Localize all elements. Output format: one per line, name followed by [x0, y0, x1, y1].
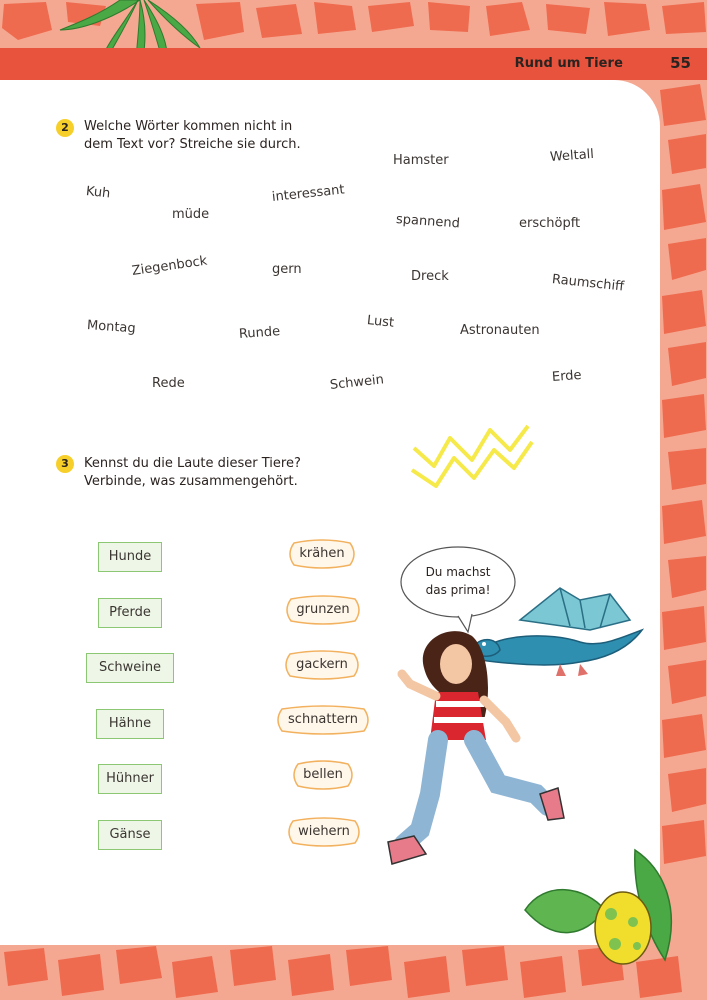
sound-cloud-bellen[interactable]	[290, 760, 356, 790]
word-item[interactable]: interessant	[271, 182, 346, 205]
animal-box-gaense[interactable]: Gänse	[98, 820, 162, 850]
sound-cloud-wiehern[interactable]	[285, 817, 363, 847]
task-3-line-1: Kennst du die Laute dieser Tiere?	[84, 456, 301, 471]
word-item[interactable]: Astronauten	[460, 323, 540, 338]
sound-cloud-kraehen[interactable]	[286, 539, 358, 569]
word-item[interactable]: Montag	[86, 318, 137, 337]
task-2-line-1: Welche Wörter kommen nicht in	[84, 119, 293, 134]
word-item[interactable]: spannend	[395, 212, 461, 232]
sound-label: grunzen	[296, 602, 350, 617]
girl-illustration	[388, 631, 564, 864]
word-item[interactable]: Runde	[238, 324, 281, 342]
task-2-badge: 2	[56, 119, 74, 137]
word-item[interactable]: Hamster	[393, 153, 449, 168]
bubble-line-2: das prima!	[425, 583, 491, 597]
sound-label: gackern	[296, 657, 348, 672]
zigzag-icon	[410, 420, 536, 490]
word-item[interactable]: müde	[172, 207, 210, 222]
animal-box-haehne[interactable]: Hähne	[96, 709, 164, 739]
chapter-title: Rund um Tiere	[514, 56, 623, 71]
girl-and-dragon-illustration	[380, 580, 650, 880]
word-item[interactable]: Rede	[152, 376, 185, 391]
word-item[interactable]: Dreck	[411, 269, 449, 284]
bubble-line-1: Du machst	[425, 565, 491, 579]
sound-label: wiehern	[298, 824, 350, 839]
sound-cloud-schnattern[interactable]	[274, 705, 372, 735]
sound-label: schnattern	[288, 712, 358, 727]
dragon-illustration	[474, 588, 642, 676]
task-3-badge: 3	[56, 455, 74, 473]
task-3-instruction	[84, 455, 301, 491]
leaves-and-egg-decoration	[515, 840, 705, 980]
page-number: 55	[670, 54, 691, 72]
word-item[interactable]: Weltall	[549, 146, 595, 165]
word-item[interactable]: Schwein	[329, 372, 385, 393]
egg-icon	[595, 892, 651, 964]
animal-box-pferde[interactable]: Pferde	[98, 598, 162, 628]
word-item[interactable]: Ziegenbock	[130, 253, 209, 279]
word-item[interactable]: Kuh	[85, 184, 112, 202]
animal-box-hunde[interactable]: Hunde	[98, 542, 162, 572]
task-2-instruction	[84, 118, 301, 154]
task-2-line-2: dem Text vor? Streiche sie durch.	[84, 137, 301, 152]
sound-cloud-gackern[interactable]	[282, 650, 362, 680]
animal-box-huehner[interactable]: Hühner	[98, 764, 162, 794]
animal-box-schweine[interactable]: Schweine	[86, 653, 174, 683]
word-item[interactable]: Erde	[551, 367, 583, 385]
word-item[interactable]: erschöpft	[519, 216, 581, 231]
task-3-line-2: Verbinde, was zusammengehört.	[84, 474, 298, 489]
sound-label: bellen	[303, 767, 343, 782]
sound-label: krähen	[299, 546, 345, 561]
word-item[interactable]: gern	[272, 262, 302, 277]
sound-cloud-grunzen[interactable]	[283, 595, 363, 625]
word-item[interactable]: Lust	[366, 313, 395, 331]
word-item[interactable]: Raumschiff	[551, 272, 625, 295]
